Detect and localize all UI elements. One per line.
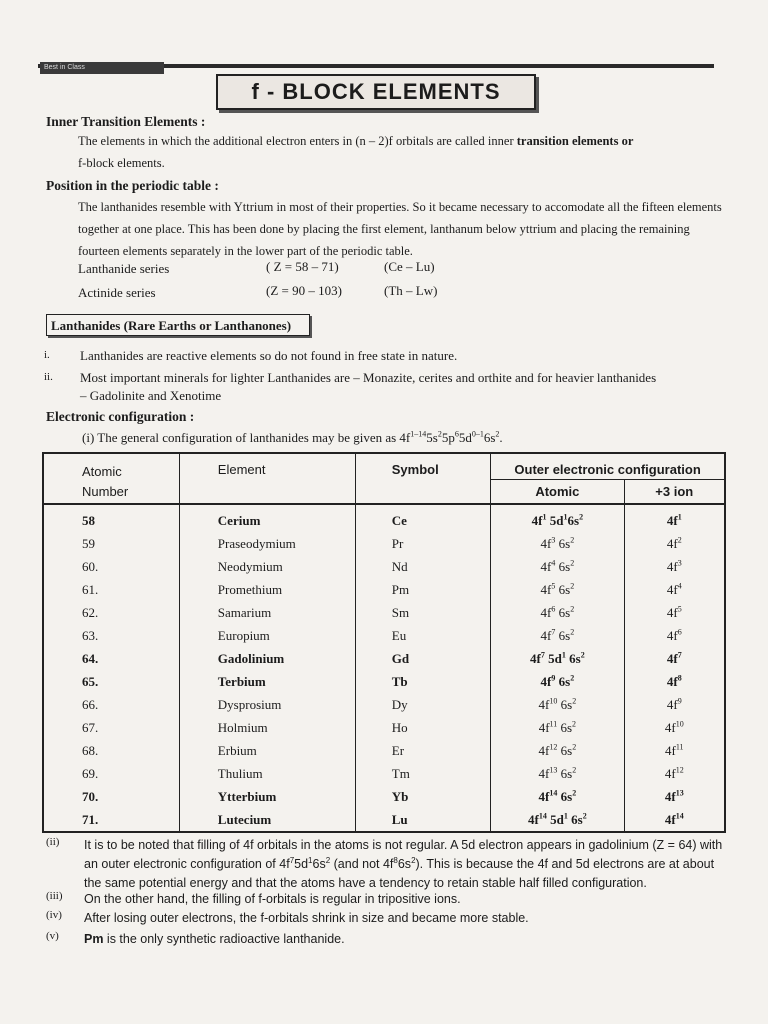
cell-atomic-config: $4f^7$ $6s^2$	[491, 624, 624, 647]
cell-symbol: Ho	[355, 716, 490, 739]
cell-atomic-config: $4f^3$ $6s^2$	[491, 532, 624, 555]
cell-atomic-config: $4f^{14}$ $6s^2$	[491, 785, 624, 808]
actinide-series-range: (Th – Lw)	[384, 283, 438, 298]
lanthanide-series-z: ( Z = 58 – 71)	[266, 259, 339, 274]
point-text-cont: – Gadolinite and Xenotime	[80, 388, 222, 403]
cell-atomic-config: $4f^{14}$ $5d^1$ $6s^2$	[491, 808, 624, 832]
cell-atomic-config: $4f^{11}$ $6s^2$	[491, 716, 624, 739]
lanthanide-series-label: Lanthanide series	[78, 261, 170, 276]
cell-atomic-config: $4f^6$ $6s^2$	[491, 601, 624, 624]
header-outer-config: Outer electronic configuration	[491, 453, 725, 480]
cell-element: Ytterbium	[179, 785, 355, 808]
cell-element: Promethium	[179, 578, 355, 601]
cell-element: Praseodymium	[179, 532, 355, 555]
table-row	[43, 578, 725, 601]
cell-ion-config: $4f^9$	[624, 693, 725, 716]
cell-atomic-config: $4f^4$ $6s^2$	[491, 555, 624, 578]
note-label: (ii)	[46, 836, 60, 848]
table-row	[43, 601, 725, 624]
note-text: It is to be noted that filling of 4f orbitals in the atoms is not regular. A 5d electron appears in gadolinium (Z = 64) with an outer electronic configuration of $4f^75d^16s^2$ (and not $4f^86s^2$). This is because the 4f and 5d electrons are at about the same potential energy and that the atoms have a tendency to retain stable half filled configuration.	[84, 838, 723, 890]
cell-element: Erbium	[179, 739, 355, 762]
cell-ion-config: $4f^{11}$	[624, 739, 725, 762]
cell-atomic-number: 67.	[43, 716, 179, 739]
note-label: (v)	[46, 930, 59, 942]
cell-atomic-config: $4f^{13}$ $6s^2$	[491, 762, 624, 785]
table-row	[43, 693, 725, 716]
cell-atomic-number: 64.	[43, 647, 179, 670]
cell-element: Samarium	[179, 601, 355, 624]
cell-atomic-config: $4f^9$ $6s^2$	[491, 670, 624, 693]
cell-atomic-number: 61.	[43, 578, 179, 601]
table-row	[43, 762, 725, 785]
actinide-series-z: (Z = 90 – 103)	[266, 283, 342, 298]
header-atomic-number: Atomic Number	[43, 453, 179, 504]
cell-symbol: Nd	[355, 555, 490, 578]
page-title: f - BLOCK ELEMENTS	[216, 74, 536, 110]
point-label: ii.	[44, 371, 53, 383]
cell-atomic-config: $4f^1$ $5d^16s^2$	[491, 504, 624, 532]
inner-transition-text: The elements in which the additional electron enters in (n – 2)f orbitals are called inner transition elements or f-block elements.	[78, 134, 634, 170]
position-heading: Position in the periodic table :	[46, 178, 219, 193]
cell-atomic-number: 62.	[43, 601, 179, 624]
table-body	[43, 504, 725, 832]
cell-element: Cerium	[179, 504, 355, 532]
header-element: Element	[179, 453, 355, 504]
lanthanides-heading-box: Lanthanides (Rare Earths or Lanthanones)	[46, 314, 310, 336]
note-label: (iii)	[46, 890, 63, 902]
cell-ion-config: $4f^{14}$	[624, 808, 725, 832]
cell-element: Gadolinium	[179, 647, 355, 670]
point-text: Lanthanides are reactive elements so do not found in free state in nature.	[80, 348, 458, 363]
cell-atomic-config: $4f^5$ $6s^2$	[491, 578, 624, 601]
cell-ion-config: $4f^1$	[624, 504, 725, 532]
cell-ion-config: $4f^2$	[624, 532, 725, 555]
cell-symbol: Lu	[355, 808, 490, 832]
table-row	[43, 647, 725, 670]
cell-atomic-number: 59	[43, 532, 179, 555]
note-label: (iv)	[46, 909, 62, 921]
cell-atomic-number: 58	[43, 504, 179, 532]
cell-atomic-number: 70.	[43, 785, 179, 808]
cell-ion-config: $4f^7$	[624, 647, 725, 670]
cell-symbol: Tm	[355, 762, 490, 785]
cell-ion-config: $4f^{12}$	[624, 762, 725, 785]
cell-symbol: Sm	[355, 601, 490, 624]
cell-symbol: Pm	[355, 578, 490, 601]
cell-element: Thulium	[179, 762, 355, 785]
inner-transition-heading: Inner Transition Elements :	[46, 114, 206, 129]
cell-element: Europium	[179, 624, 355, 647]
cell-atomic-config: $4f^{12}$ $6s^2$	[491, 739, 624, 762]
cell-element: Terbium	[179, 670, 355, 693]
header-atomic: Atomic	[491, 480, 624, 504]
cell-ion-config: $4f^6$	[624, 624, 725, 647]
cell-symbol: Dy	[355, 693, 490, 716]
position-text: The lanthanides resemble with Yttrium in most of their properties. So it became necessary to accomodate all the fifteen elements together at one place. This has been done by placing the first element, lanthanum below yttrium and placing the remaining fourteen elements separately in the lower part of the periodic table.	[78, 200, 722, 258]
cell-symbol: Tb	[355, 670, 490, 693]
lanthanide-series-range: (Ce – Lu)	[384, 259, 435, 274]
cell-atomic-number: 69.	[43, 762, 179, 785]
cell-atomic-number: 71.	[43, 808, 179, 832]
cell-atomic-number: 60.	[43, 555, 179, 578]
cell-ion-config: $4f^3$	[624, 555, 725, 578]
cell-atomic-number: 63.	[43, 624, 179, 647]
note-text: After losing outer electrons, the f-orbitals shrink in size and became more stable.	[84, 911, 529, 925]
table-row	[43, 785, 725, 808]
cell-symbol: Pr	[355, 532, 490, 555]
cell-element: Neodymium	[179, 555, 355, 578]
config-text: (i) The general configuration of lanthanides may be given as $4f^{1-14}5s^25p^65d^{0-1}6s^2$.	[82, 429, 503, 445]
table-row	[43, 716, 725, 739]
cell-ion-config: $4f^{10}$	[624, 716, 725, 739]
publisher-logo: Best in Class	[40, 62, 164, 74]
table-row	[43, 504, 725, 532]
cell-ion-config: $4f^{13}$	[624, 785, 725, 808]
config-heading: Electronic configuration :	[46, 409, 195, 424]
table-row	[43, 739, 725, 762]
table-row	[43, 555, 725, 578]
cell-symbol: Eu	[355, 624, 490, 647]
header-symbol: Symbol	[355, 453, 490, 504]
point-text: Most important minerals for lighter Lanthanides are – Monazite, cerites and orthite and for heavier lanthanides	[80, 370, 657, 385]
cell-element: Holmium	[179, 716, 355, 739]
cell-ion-config: $4f^4$	[624, 578, 725, 601]
table-row	[43, 670, 725, 693]
cell-atomic-number: 68.	[43, 739, 179, 762]
cell-ion-config: $4f^8$	[624, 670, 725, 693]
cell-atomic-number: 65.	[43, 670, 179, 693]
cell-ion-config: $4f^5$	[624, 601, 725, 624]
lanthanide-config-table	[42, 452, 726, 833]
note-text: On the other hand, the filling of f-orbitals is regular in tripositive ions.	[84, 892, 461, 906]
table-row	[43, 808, 725, 832]
table-row	[43, 624, 725, 647]
cell-atomic-config: $4f^7$ $5d^1$ $6s^2$	[491, 647, 624, 670]
cell-element: Dysprosium	[179, 693, 355, 716]
cell-atomic-config: $4f^{10}$ $6s^2$	[491, 693, 624, 716]
cell-symbol: Yb	[355, 785, 490, 808]
cell-symbol: Gd	[355, 647, 490, 670]
table-row	[43, 532, 725, 555]
note-text: Pm is the only synthetic radioactive lanthanide.	[84, 932, 345, 946]
point-label: i.	[44, 349, 50, 361]
cell-element: Lutecium	[179, 808, 355, 832]
header-ion: +3 ion	[624, 480, 725, 504]
cell-symbol: Er	[355, 739, 490, 762]
cell-symbol: Ce	[355, 504, 490, 532]
cell-atomic-number: 66.	[43, 693, 179, 716]
actinide-series-label: Actinide series	[78, 285, 156, 300]
